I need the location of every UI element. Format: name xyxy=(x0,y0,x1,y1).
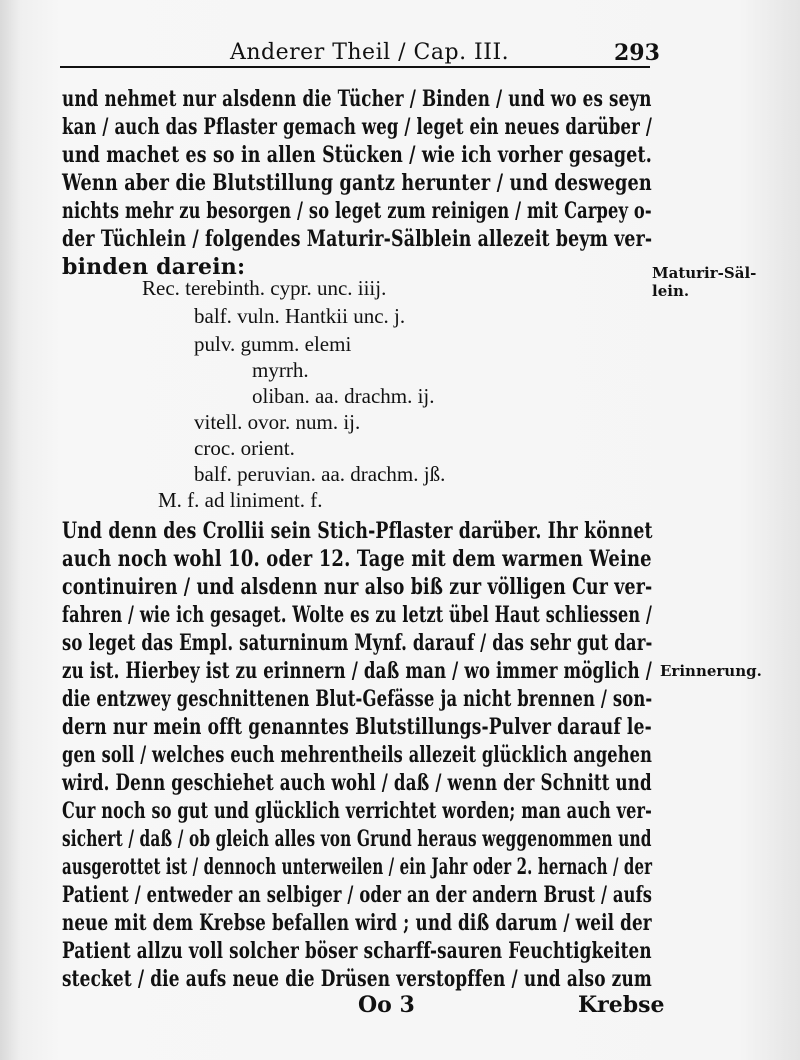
running-title: Anderer Theil / Cap. III. xyxy=(230,40,510,65)
body-line: dern nur mein offt genanntes Blutstillungs-Pulver darauf le- xyxy=(62,714,652,740)
body-line: so leget das Empl. saturninum Mynf. darauf / das sehr gut dar- xyxy=(62,630,653,656)
body-line: und nehmet nur alsdenn die Tücher / Binden / und wo es seyn xyxy=(62,86,652,112)
header-rule xyxy=(60,66,650,68)
recipe-line: balf. peruvian. aa. drachm. jß. xyxy=(194,462,446,486)
body-line: und machet es so in allen Stücken / wie ich vorher gesaget. xyxy=(62,142,652,168)
body-line: binden darein: xyxy=(62,254,246,280)
body-line: stecket / die aufs neue die Drüsen verstopffen / und also zum xyxy=(62,966,652,992)
recipe-line: balf. vuln. Hantkii unc. j. xyxy=(194,304,406,328)
body-line: Und denn des Crollii sein Stich-Pflaster darüber. Ihr könnet xyxy=(62,518,653,544)
body-line: zu ist. Hierbey ist zu erinnern / daß man / wo immer möglich / xyxy=(62,658,652,684)
body-line: die entzwey geschnittenen Blut-Gefässe ja nicht brennen / son- xyxy=(62,686,653,712)
body-line: gen soll / welches euch mehrentheils allezeit glücklich angehen xyxy=(62,742,653,768)
margin-note-erinnerung: Erinnerung. xyxy=(660,662,762,680)
body-line: continuiren / und alsdenn nur also biß zur völligen Cur ver- xyxy=(62,574,653,600)
recipe-line: oliban. aa. drachm. ij. xyxy=(252,384,435,408)
recipe-line: croc. orient. xyxy=(194,436,295,460)
margin-note-line: Maturir-Säl- xyxy=(652,264,757,282)
signature-mark: Oo 3 xyxy=(358,992,415,1018)
body-line: der Tüchlein / folgendes Maturir-Sälblein allezeit beym ver- xyxy=(62,226,653,252)
body-line: auch noch wohl 10. oder 12. Tage mit dem warmen Weine xyxy=(62,546,652,572)
body-line: Cur noch so gut und glücklich verrichtet worden; man auch ver- xyxy=(62,798,653,824)
recipe-line: myrrh. xyxy=(252,358,309,382)
recipe-line: pulv. gumm. elemi xyxy=(194,332,352,356)
body-line: kan / auch das Pflaster gemach weg / leget ein neues darüber / xyxy=(62,114,653,140)
margin-note-maturir xyxy=(652,264,756,300)
page-number: 293 xyxy=(614,40,660,66)
body-line: fahren / wie ich gesaget. Wolte es zu letzt übel Haut schliessen / xyxy=(62,602,652,628)
body-line: neue mit dem Krebse befallen wird ; und diß darum / weil der xyxy=(62,910,652,936)
recipe-line: M. f. ad liniment. f. xyxy=(158,488,323,512)
margin-note-line: lein. xyxy=(652,282,690,300)
body-line: sichert / daß / ob gleich alles von Grund heraus weggenommen und xyxy=(62,826,652,852)
recipe-line: vitell. ovor. num. ij. xyxy=(194,410,361,434)
body-line: ausgerottet ist / dennoch unterweilen / ein Jahr oder 2. hernach / der xyxy=(62,854,653,880)
body-line: wird. Denn geschiehet auch wohl / daß / wenn der Schnitt und xyxy=(62,770,652,796)
recipe-line: Rec. terebinth. cypr. unc. iiij. xyxy=(142,276,387,300)
body-line: Wenn aber die Blutstillung gantz herunter / und deswegen xyxy=(62,170,652,196)
body-line: Patient allzu voll solcher böser scharff-sauren Feuchtigkeiten xyxy=(62,938,652,964)
body-line: Patient / entweder an selbiger / oder an der andern Brust / aufs xyxy=(62,882,653,908)
body-line: nichts mehr zu besorgen / so leget zum reinigen / mit Carpey o- xyxy=(62,198,652,224)
catchword: Krebse xyxy=(578,992,665,1018)
